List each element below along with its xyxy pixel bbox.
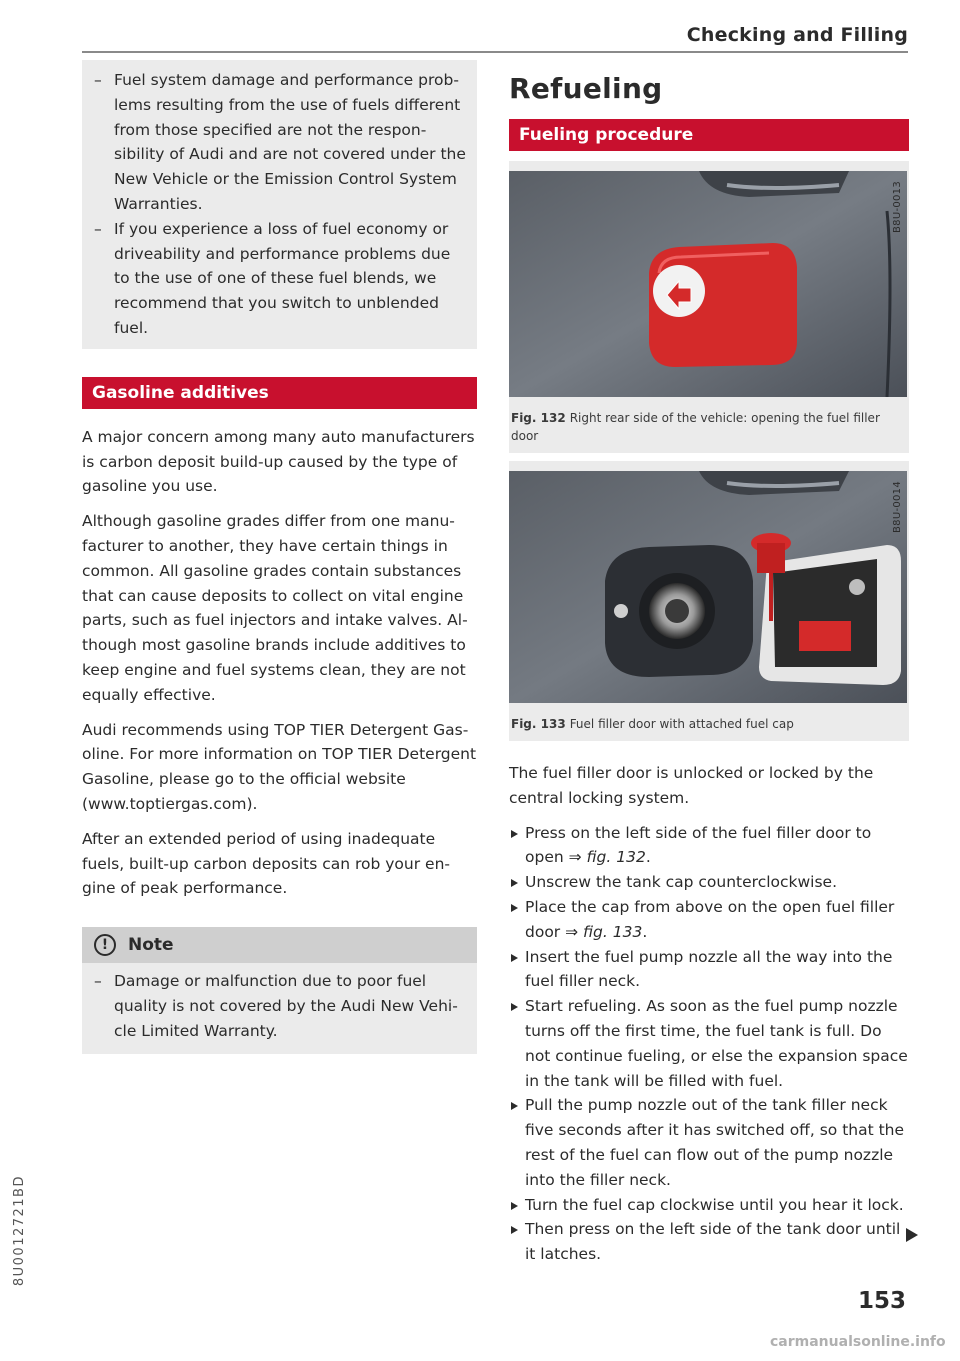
step-arrow-icon — [511, 1003, 518, 1011]
paragraph: Audi recommends using TOP TIER Detergent Gasoline. For more information on TOP TIER Detergent Gasoline, please go to the official website (www.toptiergas.com). — [82, 720, 477, 813]
figure-caption: Fig. 133 Fuel filler door with attached fuel cap — [511, 717, 794, 731]
figure-code: B8U-0013 — [892, 181, 903, 233]
header-rule — [82, 51, 908, 53]
paragraph: After an extended period of using inadequate fuels, built-up carbon deposits can rob your engine of peak performance. — [82, 829, 450, 898]
paragraph: Although gasoline grades differ from one manufacturer to another, they have certain things in common. All gasoline grades contain substances that can cause deposits to collect on vital engine parts, such as fuel injectors and intake valves. Although most gasoline brands include additives to keep engine and fuel systems clean, they are not equally effective. — [82, 512, 468, 704]
paragraph: A major concern among many auto manufacturers is carbon deposit build-up caused by the type of gasoline you use. — [82, 427, 475, 496]
fuel-door-open-illustration — [509, 471, 907, 703]
figure-code: B8U-0014 — [892, 481, 903, 533]
list-item: Pull the pump nozzle out of the tank filler neck five seconds after it has switched off, so that the rest of the fuel can flow out of the pump nozzle into the filler neck. — [509, 1093, 909, 1192]
step-arrow-icon — [511, 830, 518, 838]
step-arrow-icon — [511, 1202, 518, 1210]
intro-paragraph: The fuel filler door is unlocked or locked by the central locking system. — [509, 764, 874, 807]
instruction-list — [509, 821, 909, 1267]
fuel-filler-door-closed-image — [509, 171, 907, 401]
left-column — [82, 60, 477, 1054]
list-item: Insert the fuel pump nozzle all the way into the fuel filler neck. — [509, 945, 909, 995]
list-item: Unscrew the tank cap counterclockwise. — [509, 870, 909, 895]
list-item: – If you experience a loss of fuel economy or driveability and performance problems due to the use of one of these fuel blends, we recommend that you switch to unblended fuel. — [94, 219, 451, 337]
step-arrow-icon — [511, 879, 518, 887]
page-number: 153 — [858, 1288, 907, 1314]
step-arrow-icon — [511, 904, 518, 912]
continue-arrow-icon — [906, 1228, 918, 1242]
list-item: – Damage or malfunction due to poor fuel quality is not covered by the Audi New Vehicle Limited Warranty. — [94, 972, 458, 1040]
running-head: Checking and Filling — [686, 24, 908, 46]
warning-bullet-list — [92, 68, 467, 341]
fuel-door-closed-illustration — [509, 171, 907, 397]
section-title-fueling-procedure: Fueling procedure — [509, 119, 909, 151]
step-arrow-icon — [511, 1226, 518, 1234]
list-item: Turn the fuel cap clockwise until you hear it lock. — [509, 1193, 909, 1218]
section-title-gasoline-additives: Gasoline additives — [82, 377, 477, 409]
note-header — [82, 927, 477, 963]
watermark: carmanualsonline.info — [770, 1334, 946, 1350]
list-item: Press on the left side of the fuel filler door to open ⇒ fig. 132. — [509, 821, 909, 871]
exclamation-circle-icon: ! — [94, 934, 116, 956]
list-item: Place the cap from above on the open fuel filler door ⇒ fig. 133. — [509, 895, 909, 945]
figure-link[interactable]: ⇒ fig. 132 — [568, 848, 646, 867]
warning-continuation-box — [82, 60, 477, 349]
figure-133 — [509, 461, 909, 741]
right-column — [509, 72, 909, 1267]
page-title: Refueling — [509, 72, 663, 105]
fuel-filler-door-open-image — [509, 471, 907, 707]
note-body — [82, 963, 477, 1053]
list-item: Then press on the left side of the tank door until it latches. — [509, 1217, 909, 1267]
list-item: Start refueling. As soon as the fuel pump nozzle turns off the first time, the fuel tank is full. Do not continue fueling, or else the expansion space in the tank will be filled with fuel. — [509, 994, 909, 1093]
step-arrow-icon — [511, 1102, 518, 1110]
figure-132 — [509, 161, 909, 453]
document-code: 8U0012721BD — [12, 1175, 27, 1287]
step-arrow-icon — [511, 954, 518, 962]
figure-link[interactable]: ⇒ fig. 133 — [565, 922, 643, 941]
note-box — [82, 927, 477, 1053]
note-title: Note — [128, 935, 174, 956]
list-item: – Fuel system damage and performance problems resulting from the use of fuels different from those specified are not the responsibility of Audi and are not covered under the New Vehicle or the Emission Control System Warranties. — [94, 71, 466, 213]
figure-caption: Fig. 132 Right rear side of the vehicle: opening the fuel filler door — [511, 411, 880, 443]
